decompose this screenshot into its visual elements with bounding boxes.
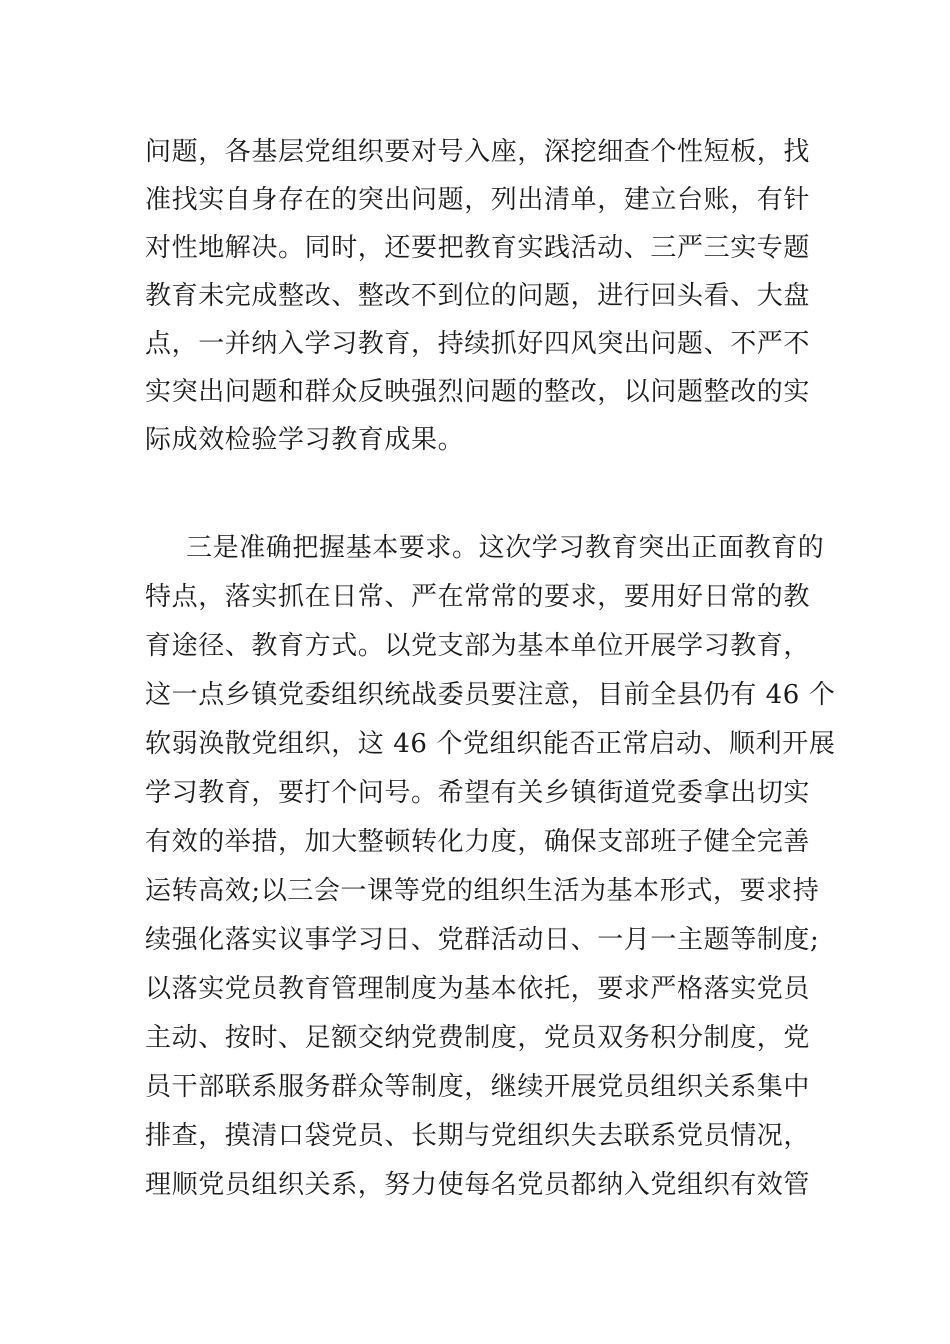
text-line: 准找实自身存在的突出问题，列出清单，建立台账，有针 [145,185,811,215]
text-line: 以落实党员教育管理制度为基本依托，要求严格落实党员 [145,974,811,1004]
text-line: 教育未完成整改、整改不到位的问题，进行回头看、大盘 [145,281,811,311]
text-line: 有效的举措，加大整顿转化力度，确保支部班子健全完善 [145,827,811,857]
text-line: 员干部联系服务群众等制度，继续开展党员组织关系集中 [145,1072,811,1102]
text-line: 际成效检验学习教育成果。 [145,425,465,455]
text-line: 运转高效;以三会一课等党的组织生活为基本形式，要求持 [145,876,820,906]
text-line: 问题，各基层党组织要对号入座，深挖细查个性短板，找 [145,137,811,167]
text-line: 实突出问题和群众反映强烈问题的整改，以问题整改的实 [145,377,811,407]
text-line: 特点，落实抓在日常、严在常常的要求，要用好日常的教 [145,582,811,612]
text-line: 三是准确把握基本要求。这次学习教育突出正面教育的 [186,533,825,563]
text-line: 点，一并纳入学习教育，持续抓好四风突出问题、不严不 [145,329,811,359]
text-line: 育途径、教育方式。以党支部为基本单位开展学习教育， [145,631,811,661]
text-line: 对性地解决。同时，还要把教育实践活动、三严三实专题 [145,233,811,263]
text-line: 排查，摸清口袋党员、长期与党组织失去联系党员情况， [145,1121,811,1151]
text-line: 续强化落实议事学习日、党群活动日、一月一主题等制度; [145,925,820,955]
text-line: 理顺党员组织关系，努力使每名党员都纳入党组织有效管 [145,1170,811,1200]
text-line: 软弱涣散党组织，这 46 个党组织能否正常启动、顺利开展 [145,729,836,759]
text-line: 学习教育，要打个问号。希望有关乡镇街道党委拿出切实 [145,778,811,808]
text-line: 这一点乡镇党委组织统战委员要注意，目前全县仍有 46 个 [145,680,836,710]
text-line: 主动、按时、足额交纳党费制度，党员双务积分制度，党 [145,1023,811,1053]
